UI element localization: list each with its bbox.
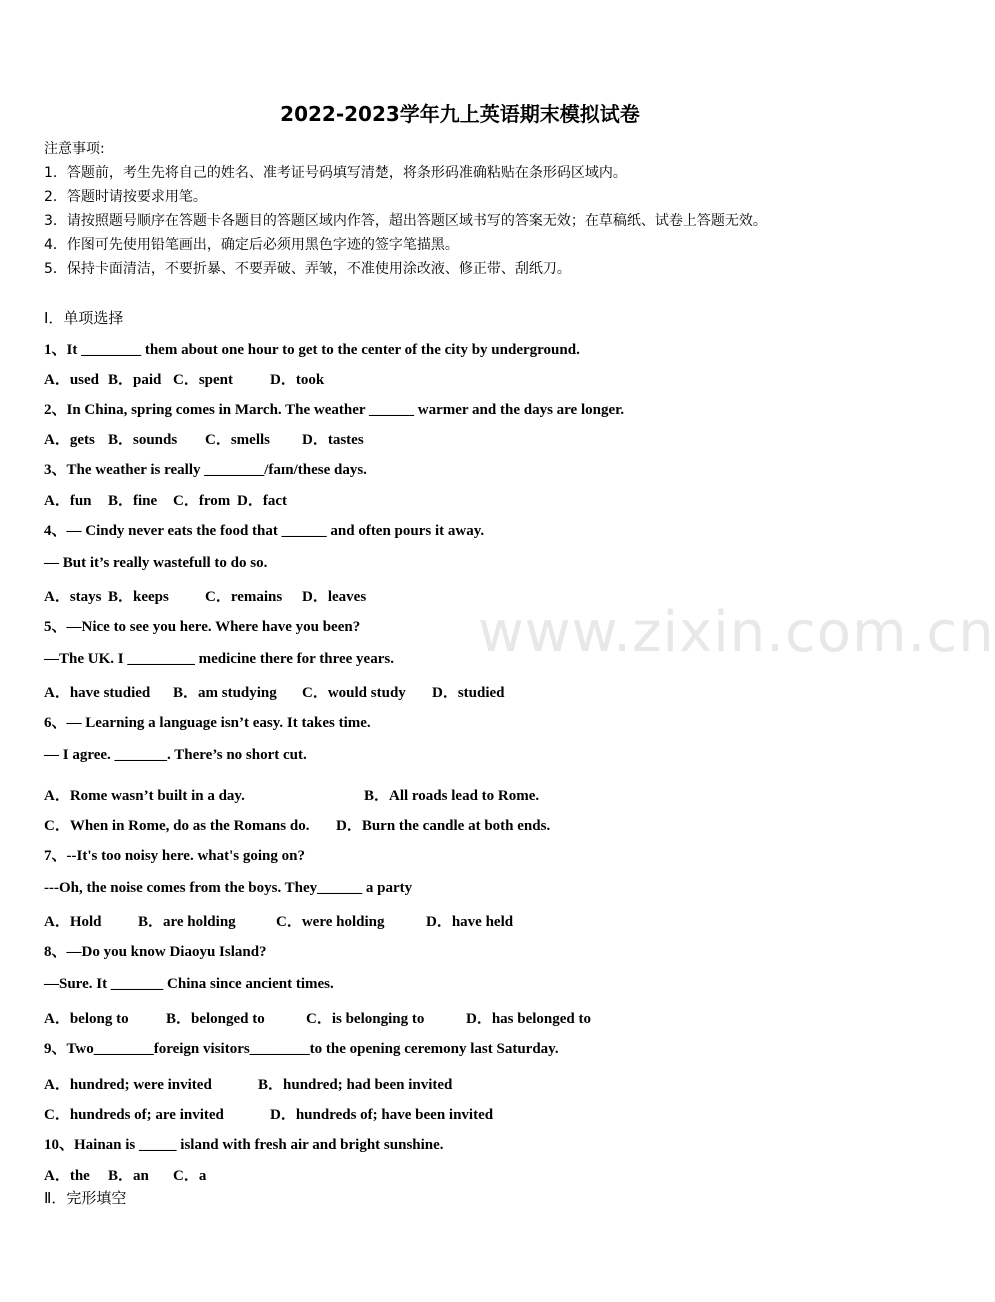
- option-c: C．spent: [173, 372, 234, 388]
- question-6-reply: — I agree. _______. There’s no short cut.: [44, 747, 307, 763]
- option-a: A．stays: [44, 589, 102, 605]
- question-4-reply: — But it’s really wastefull to do so.: [44, 555, 268, 571]
- question-10: 10、Hainan is _____ island with fresh air and bright sunshine.: [44, 1137, 444, 1153]
- option-c: C．were holding: [276, 914, 385, 930]
- option-d: D．have held: [426, 914, 514, 930]
- question-2: 2、In China, spring comes in March. The weather ______ warmer and the days are longer.: [44, 402, 625, 418]
- question-4: 4、— Cindy never eats the food that ______ and often pours it away.: [44, 523, 485, 539]
- option-a: A．have studied: [44, 685, 151, 701]
- question-8-reply: —Sure. It _______ China since ancient times.: [44, 976, 334, 992]
- option-c: C．from: [173, 493, 231, 509]
- option-c: C．hundreds of; are invited: [44, 1107, 224, 1123]
- question-7: 7、--It's too noisy here. what's going on?: [44, 848, 305, 864]
- option-c: C．a: [173, 1168, 207, 1184]
- option-c: C．is belonging to: [306, 1011, 425, 1027]
- option-a: A．belong to: [44, 1011, 129, 1027]
- question-9: 9、Two________foreign visitors________to the opening ceremony last Saturday.: [44, 1041, 559, 1057]
- question-3: 3、The weather is really ________/faɪn/these days.: [44, 462, 367, 478]
- option-d: D．tastes: [302, 432, 364, 448]
- option-a: A．gets: [44, 432, 95, 448]
- option-b: B．All roads lead to Rome.: [364, 788, 540, 804]
- notes-heading: 注意事项:: [44, 141, 105, 157]
- question-5-reply: —The UK. I _________ medicine there for three years.: [44, 651, 394, 667]
- option-d: D．leaves: [302, 589, 367, 605]
- option-b: B．an: [108, 1168, 149, 1184]
- option-a: A．fun: [44, 493, 92, 509]
- option-c: C．When in Rome, do as the Romans do.: [44, 818, 310, 834]
- option-a: A．Rome wasn’t built in a day.: [44, 788, 245, 804]
- note-item: 4．作图可先使用铅笔画出，确定后必须用黑色字迹的签字笔描黑。: [44, 237, 459, 253]
- note-item: 2．答题时请按要求用笔。: [44, 189, 207, 205]
- option-a: A．Hold: [44, 914, 102, 930]
- option-b: B．belonged to: [166, 1011, 265, 1027]
- option-b: B．fine: [108, 493, 158, 509]
- option-d: D．has belonged to: [466, 1011, 592, 1027]
- watermark: www.zixin.com.cn: [478, 600, 995, 665]
- option-c: C．remains: [205, 589, 283, 605]
- question-8: 8、—Do you know Diaoyu Island?: [44, 944, 267, 960]
- note-item: 1．答题前，考生先将自己的姓名、准考证号码填写清楚，将条形码准确粘贴在条形码区域内。: [44, 165, 627, 181]
- option-c: C．smells: [205, 432, 270, 448]
- option-a: A．hundred; were invited: [44, 1077, 212, 1093]
- section-heading-cloze: Ⅱ．完形填空: [44, 1189, 127, 1207]
- question-7-reply: ---Oh, the noise comes from the boys. They______ a party: [44, 880, 413, 896]
- option-d: D．hundreds of; have been invited: [270, 1107, 494, 1123]
- page-title: 2022-2023学年九上英语期末模拟试卷: [280, 102, 640, 126]
- option-a: A．the: [44, 1168, 90, 1184]
- question-5: 5、—Nice to see you here. Where have you been?: [44, 619, 361, 635]
- note-item: 3．请按照题号顺序在答题卡各题目的答题区域内作答，超出答题区域书写的答案无效；在草稿纸、试卷上答题无效。: [44, 213, 767, 229]
- option-b: B．keeps: [108, 589, 169, 605]
- option-a: A．used: [44, 372, 100, 388]
- option-b: B．hundred; had been invited: [258, 1077, 453, 1093]
- option-d: D．took: [270, 372, 325, 388]
- option-d: D．Burn the candle at both ends.: [336, 818, 551, 834]
- note-item: 5．保持卡面清洁，不要折暴、不要弄破、弄皱，不准使用涂改液、修正带、刮纸刀。: [44, 261, 571, 277]
- option-d: D．studied: [432, 685, 505, 701]
- section-heading-single-choice: Ⅰ．单项选择: [44, 309, 124, 327]
- question-6: 6、— Learning a language isn’t easy. It takes time.: [44, 715, 371, 731]
- option-b: B．are holding: [138, 914, 236, 930]
- question-1: 1、It ________ them about one hour to get to the center of the city by underground.: [44, 342, 580, 358]
- option-c: C．would study: [302, 685, 406, 701]
- option-b: B．sounds: [108, 432, 178, 448]
- option-b: B．am studying: [173, 685, 277, 701]
- option-b: B．paid: [108, 372, 162, 388]
- option-d: D．fact: [237, 493, 287, 509]
